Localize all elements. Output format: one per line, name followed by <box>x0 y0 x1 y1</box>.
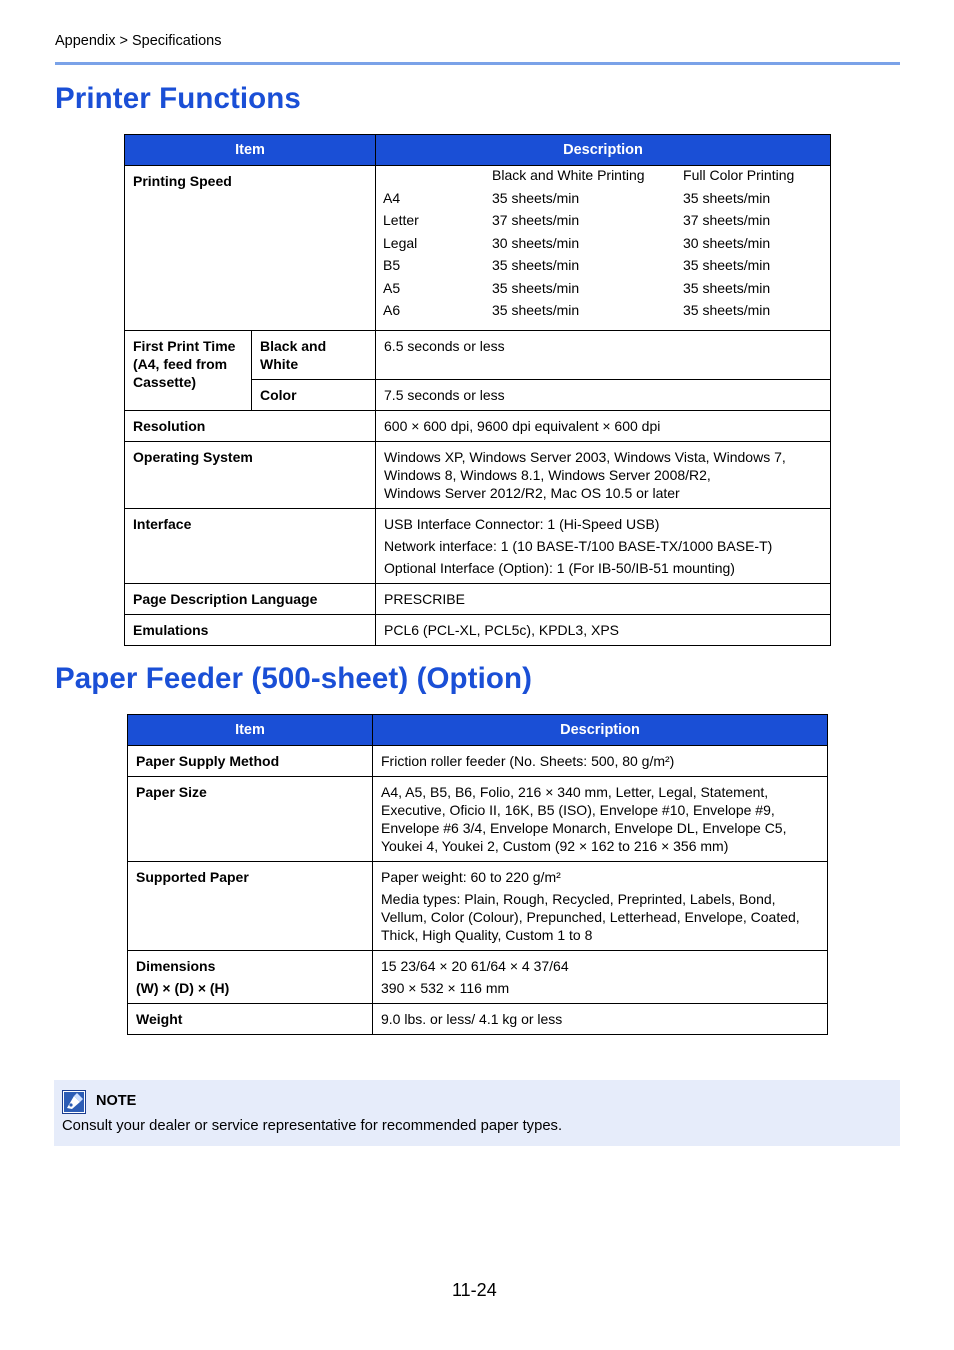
media-types-line: Media types: Plain, Rough, Recycled, Preprinted, Labels, Bond, <box>381 891 776 907</box>
page-number: 11-24 <box>452 1280 497 1300</box>
speed-bw: 37 sheets/min <box>492 212 580 228</box>
table-header-row <box>128 715 828 746</box>
first-print-color-label: Color <box>252 380 376 411</box>
weight-value: 9.0 lbs. or less/ 4.1 kg or less <box>373 1004 828 1035</box>
printing-speed-value <box>376 166 831 331</box>
speed-paper: A6 <box>383 302 401 318</box>
paper-supply-value: Friction roller feeder (No. Sheets: 500, 80 g/m²) <box>373 746 828 777</box>
column-header-description: Description <box>373 715 828 746</box>
speed-color: 35 sheets/min <box>683 279 771 296</box>
first-print-color-value: 7.5 seconds or less <box>376 380 831 411</box>
table-row <box>128 1004 828 1035</box>
first-print-bw-label: Black and White <box>252 331 376 380</box>
table-row <box>125 442 831 509</box>
interface-label: Interface <box>125 509 376 584</box>
resolution-label: Resolution <box>125 411 376 442</box>
media-types-line: Vellum, Color (Colour), Prepunched, Letterhead, Envelope, Coated, <box>381 909 800 925</box>
table-row <box>128 951 828 1004</box>
table-row <box>125 166 831 331</box>
speed-row <box>383 279 826 302</box>
os-label: Operating System <box>125 442 376 509</box>
interface-value <box>376 509 831 584</box>
speed-color: 37 sheets/min <box>683 212 771 228</box>
speed-color: 35 sheets/min <box>683 302 771 318</box>
note-title: NOTE <box>96 1093 137 1109</box>
speed-paper: Legal <box>383 234 418 251</box>
speed-paper: A5 <box>383 279 401 296</box>
dimensions-mm: 390 × 532 × 116 mm <box>381 980 510 996</box>
note-box <box>54 1080 900 1146</box>
paper-size-value <box>373 777 828 862</box>
speed-paper: B5 <box>383 257 401 273</box>
pdl-label: Page Description Language <box>125 584 376 615</box>
speed-color: 30 sheets/min <box>683 234 771 251</box>
interface-line: Optional Interface (Option): 1 (For IB-50/IB-51 mounting) <box>384 560 735 576</box>
interface-line: Network interface: 1 (10 BASE-T/100 BASE-TX/1000 BASE-T) <box>384 538 773 554</box>
first-print-label: First Print Time (A4, feed from Cassette) <box>125 331 252 411</box>
dimensions-label-line: (W) × (D) × (H) <box>136 980 230 996</box>
os-line: Windows 8, Windows 8.1, Windows Server 2008/R2, <box>384 467 711 483</box>
speed-paper: Letter <box>383 212 419 228</box>
speed-color: 35 sheets/min <box>683 189 771 206</box>
printing-speed-label: Printing Speed <box>125 166 376 331</box>
media-types-line: Thick, High Quality, Custom 1 to 8 <box>381 927 593 943</box>
emulations-value: PCL6 (PCL-XL, PCL5c), KPDL3, XPS <box>376 615 831 646</box>
paper-size-line: Executive, Oficio II, 16K, B5 (ISO), Envelope #10, Envelope #9, <box>381 802 775 818</box>
os-line: Windows XP, Windows Server 2003, Windows Vista, Windows 7, <box>384 449 786 465</box>
speed-paper: A4 <box>383 189 401 206</box>
section-title-printer-functions: Printer Functions <box>55 82 301 115</box>
table-row <box>125 411 831 442</box>
speed-row <box>383 189 826 212</box>
first-print-bw-value: 6.5 seconds or less <box>376 331 831 380</box>
note-text: Consult your dealer or service representative for recommended paper types. <box>62 1118 563 1134</box>
dimensions-label <box>128 951 373 1004</box>
column-header-description: Description <box>376 135 831 166</box>
table-row <box>128 777 828 862</box>
speed-row <box>383 234 826 257</box>
pdl-value: PRESCRIBE <box>376 584 831 615</box>
speed-bw: 35 sheets/min <box>492 257 580 273</box>
paper-weight: Paper weight: 60 to 220 g/m² <box>381 869 561 885</box>
speed-bw: 35 sheets/min <box>492 302 580 318</box>
table-row <box>128 862 828 951</box>
speed-bw: 30 sheets/min <box>492 234 580 251</box>
dimensions-label-line: Dimensions <box>136 958 216 974</box>
supported-paper-value <box>373 862 828 951</box>
speed-bw: 35 sheets/min <box>492 189 580 206</box>
emulations-label: Emulations <box>125 615 376 646</box>
supported-paper-label: Supported Paper <box>128 862 373 951</box>
paper-supply-label: Paper Supply Method <box>128 746 373 777</box>
speed-color: 35 sheets/min <box>683 257 771 273</box>
paper-feeder-table <box>127 714 828 1035</box>
dimensions-value <box>373 951 828 1004</box>
os-value <box>376 442 831 509</box>
paper-size-line: A4, A5, B5, B6, Folio, 216 × 340 mm, Letter, Legal, Statement, <box>381 784 769 800</box>
weight-label: Weight <box>128 1004 373 1035</box>
column-header-item: Item <box>128 715 373 746</box>
table-row <box>125 331 831 380</box>
paper-size-label: Paper Size <box>128 777 373 862</box>
table-row <box>128 746 828 777</box>
speed-row <box>383 211 826 234</box>
speed-col-color: Full Color Printing <box>683 167 795 183</box>
section-title-paper-feeder: Paper Feeder (500-sheet) (Option) <box>55 662 533 695</box>
speed-row <box>383 256 826 279</box>
speed-bw: 35 sheets/min <box>492 279 580 296</box>
printing-speed-grid <box>383 166 826 324</box>
paper-size-line: Envelope #6 3/4, Envelope Monarch, Envelope DL, Envelope C5, <box>381 820 787 836</box>
speed-row <box>383 301 826 324</box>
speed-col-bw: Black and White Printing <box>492 167 645 183</box>
table-row <box>125 584 831 615</box>
printer-functions-table <box>124 134 831 646</box>
table-header-row <box>125 135 831 166</box>
table-row <box>125 615 831 646</box>
column-header-item: Item <box>125 135 376 166</box>
os-line: Windows Server 2012/R2, Mac OS 10.5 or later <box>384 485 680 501</box>
paper-size-line: Youkei 4, Youkei 2, Custom (92 × 162 to 216 × 356 mm) <box>381 838 729 854</box>
header-rule <box>55 62 900 65</box>
dimensions-inch: 15 23/64 × 20 61/64 × 4 37/64 <box>381 958 569 974</box>
breadcrumb: Appendix > Specifications <box>55 33 222 49</box>
note-icon <box>62 1090 86 1114</box>
resolution-value: 600 × 600 dpi, 9600 dpi equivalent × 600 dpi <box>376 411 831 442</box>
table-row <box>125 509 831 584</box>
interface-line: USB Interface Connector: 1 (Hi-Speed USB) <box>384 516 660 532</box>
